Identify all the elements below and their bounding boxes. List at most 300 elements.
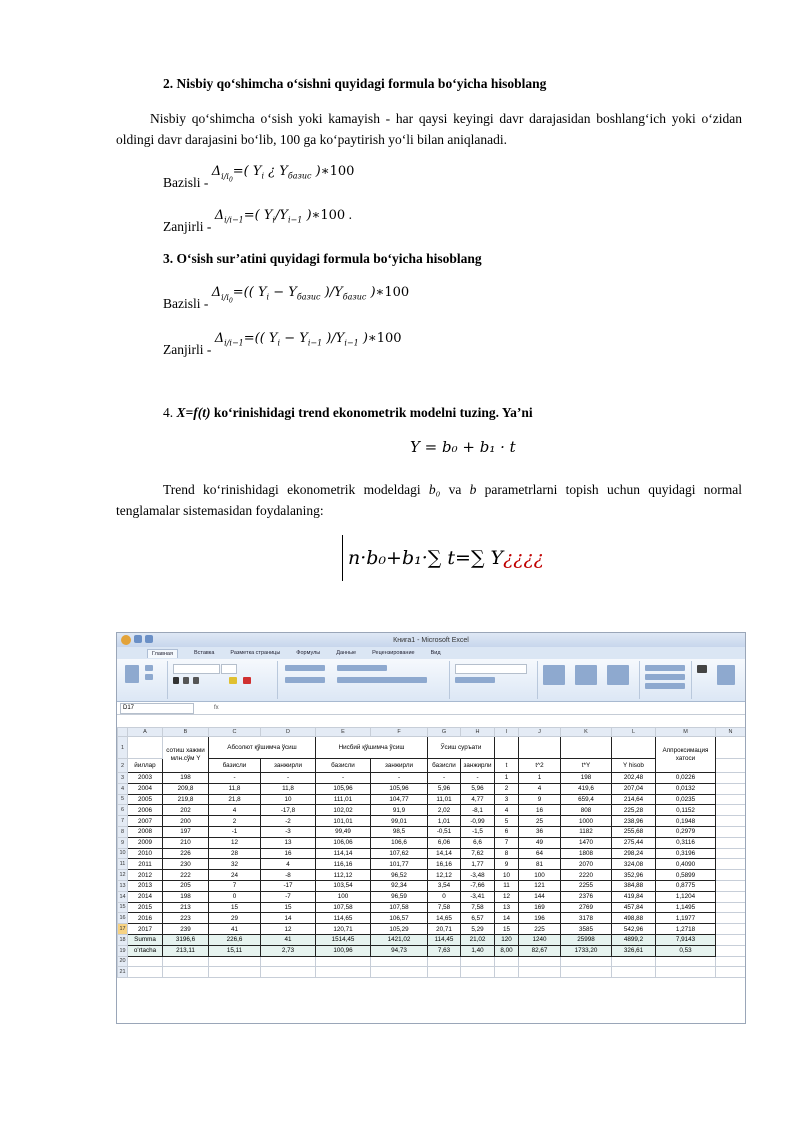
table-cell[interactable]: 144 [519, 891, 561, 902]
fill-color-icon[interactable] [229, 677, 237, 684]
table-cell[interactable]: 107,62 [371, 848, 428, 859]
tab-formulas[interactable]: Формулы [296, 650, 321, 656]
table-cell[interactable]: 96,59 [371, 891, 428, 902]
column-header[interactable]: C [209, 728, 261, 737]
table-cell[interactable]: 0,3196 [656, 848, 716, 859]
row-number[interactable]: 9 [118, 837, 128, 848]
table-cell[interactable]: o'rtacha [128, 945, 163, 956]
table-cell[interactable]: 101,01 [316, 816, 371, 827]
table-cell[interactable]: 2016 [128, 913, 163, 924]
column-subheader[interactable]: Y hisob [612, 759, 656, 773]
table-cell[interactable]: 94,73 [371, 945, 428, 956]
cell[interactable] [716, 826, 746, 837]
table-cell[interactable]: - [209, 773, 261, 784]
table-cell[interactable]: 2220 [561, 870, 612, 881]
table-cell[interactable]: 275,44 [612, 837, 656, 848]
row-number[interactable]: 11 [118, 859, 128, 870]
table-cell[interactable]: 0 [209, 891, 261, 902]
format-table-icon[interactable] [575, 665, 597, 685]
table-cell[interactable]: 21,02 [461, 934, 495, 945]
table-cell[interactable]: 7,62 [461, 848, 495, 859]
table-cell[interactable]: 2014 [128, 891, 163, 902]
table-cell[interactable]: -17,8 [261, 805, 316, 816]
row-number[interactable]: 2 [118, 759, 128, 773]
table-cell[interactable]: 111,01 [316, 794, 371, 805]
table-cell[interactable]: 225 [519, 924, 561, 935]
table-cell[interactable]: 0,53 [656, 945, 716, 956]
table-cell[interactable]: 230 [163, 859, 209, 870]
table-cell[interactable]: 202,48 [612, 773, 656, 784]
table-cell[interactable]: 0 [428, 891, 461, 902]
table-cell[interactable]: - [428, 773, 461, 784]
column-header[interactable]: A [128, 728, 163, 737]
table-cell[interactable]: 1733,20 [561, 945, 612, 956]
table-cell[interactable]: 20,71 [428, 924, 461, 935]
row-number[interactable]: 6 [118, 805, 128, 816]
table-cell[interactable]: 114,65 [316, 913, 371, 924]
align-top-icon[interactable] [285, 665, 325, 671]
table-cell[interactable]: 10 [261, 794, 316, 805]
table-cell[interactable]: 99,01 [371, 816, 428, 827]
table-cell[interactable]: 457,84 [612, 902, 656, 913]
table-cell[interactable]: -1 [209, 826, 261, 837]
cell[interactable] [519, 737, 561, 759]
table-cell[interactable]: 384,88 [612, 880, 656, 891]
table-cell[interactable]: 12 [261, 924, 316, 935]
table-cell[interactable]: 0,8775 [656, 880, 716, 891]
table-cell[interactable]: 12 [495, 891, 519, 902]
table-cell[interactable]: 2 [495, 783, 519, 794]
column-header[interactable]: J [519, 728, 561, 737]
table-cell[interactable]: 2012 [128, 870, 163, 881]
table-cell[interactable]: 207,04 [612, 783, 656, 794]
table-cell[interactable]: 6,57 [461, 913, 495, 924]
cell[interactable] [461, 956, 495, 967]
table-cell[interactable]: 105,96 [371, 783, 428, 794]
table-cell[interactable]: 25 [519, 816, 561, 827]
table-cell[interactable]: 1,2718 [656, 924, 716, 935]
column-header[interactable]: G [428, 728, 461, 737]
table-cell[interactable]: 8 [495, 848, 519, 859]
table-cell[interactable]: 99,49 [316, 826, 371, 837]
percent-icon[interactable] [455, 677, 495, 683]
table-cell[interactable]: 105,29 [371, 924, 428, 935]
table-cell[interactable]: 106,57 [371, 913, 428, 924]
cell[interactable] [163, 967, 209, 978]
table-cell[interactable]: 100,96 [316, 945, 371, 956]
table-cell[interactable]: - [261, 773, 316, 784]
table-cell[interactable]: 169 [519, 902, 561, 913]
cell[interactable] [716, 773, 746, 784]
table-cell[interactable]: -8 [261, 870, 316, 881]
table-cell[interactable]: 13 [261, 837, 316, 848]
row-number[interactable]: 18 [118, 934, 128, 945]
table-cell[interactable]: 4 [495, 805, 519, 816]
cell[interactable] [716, 870, 746, 881]
table-cell[interactable]: 4 [519, 783, 561, 794]
cell[interactable] [716, 902, 746, 913]
table-cell[interactable]: 2006 [128, 805, 163, 816]
row-number[interactable]: 5 [118, 794, 128, 805]
table-cell[interactable]: 1470 [561, 837, 612, 848]
table-cell[interactable]: 419,6 [561, 783, 612, 794]
table-cell[interactable]: 49 [519, 837, 561, 848]
header-absolute-growth[interactable]: Абсолют қўшимча ўсиш [209, 737, 316, 759]
column-subheader[interactable]: йиллар [128, 759, 163, 773]
row-number[interactable]: 1 [118, 737, 128, 759]
table-cell[interactable]: - [316, 773, 371, 784]
table-cell[interactable]: 4 [209, 805, 261, 816]
table-cell[interactable]: 107,58 [371, 902, 428, 913]
table-cell[interactable]: 5,96 [428, 783, 461, 794]
table-cell[interactable]: 114,14 [316, 848, 371, 859]
table-cell[interactable]: 12,12 [428, 870, 461, 881]
cell[interactable] [163, 956, 209, 967]
table-cell[interactable]: 419,84 [612, 891, 656, 902]
table-cell[interactable]: 2,73 [261, 945, 316, 956]
conditional-format-icon[interactable] [543, 665, 565, 685]
row-number[interactable]: 20 [118, 956, 128, 967]
table-cell[interactable]: 225,28 [612, 805, 656, 816]
table-cell[interactable]: 12 [209, 837, 261, 848]
table-cell[interactable]: 223 [163, 913, 209, 924]
cell[interactable] [716, 805, 746, 816]
cell[interactable] [461, 967, 495, 978]
table-cell[interactable]: 36 [519, 826, 561, 837]
cell[interactable] [128, 967, 163, 978]
table-cell[interactable]: -0,99 [461, 816, 495, 827]
table-cell[interactable]: -1,5 [461, 826, 495, 837]
table-cell[interactable]: -2 [261, 816, 316, 827]
table-cell[interactable]: 107,58 [316, 902, 371, 913]
fx-icon[interactable]: fx [214, 705, 219, 711]
table-cell[interactable]: 498,88 [612, 913, 656, 924]
table-cell[interactable]: 112,12 [316, 870, 371, 881]
table-cell[interactable]: 2013 [128, 880, 163, 891]
table-cell[interactable]: 808 [561, 805, 612, 816]
table-cell[interactable]: 1000 [561, 816, 612, 827]
italic-icon[interactable] [183, 677, 189, 684]
header-sales-volume[interactable]: сотиш хажми млн.сўм Y [163, 737, 209, 773]
column-header[interactable]: I [495, 728, 519, 737]
table-cell[interactable]: 200 [163, 816, 209, 827]
table-cell[interactable]: 11,8 [261, 783, 316, 794]
table-cell[interactable]: 16,16 [428, 859, 461, 870]
table-cell[interactable]: 41 [261, 934, 316, 945]
table-cell[interactable]: 29 [209, 913, 261, 924]
cell[interactable] [371, 967, 428, 978]
number-format-select[interactable] [455, 664, 527, 674]
table-cell[interactable]: Summa [128, 934, 163, 945]
table-cell[interactable]: 1 [495, 773, 519, 784]
cell[interactable] [128, 956, 163, 967]
table-cell[interactable]: 3178 [561, 913, 612, 924]
table-cell[interactable]: -3,41 [461, 891, 495, 902]
paste-icon[interactable] [125, 665, 139, 683]
table-cell[interactable]: 1,1977 [656, 913, 716, 924]
cell[interactable] [612, 967, 656, 978]
table-cell[interactable]: 7,63 [428, 945, 461, 956]
table-cell[interactable]: 81 [519, 859, 561, 870]
row-number[interactable]: 15 [118, 902, 128, 913]
table-cell[interactable]: 198 [163, 891, 209, 902]
table-cell[interactable]: -7,66 [461, 880, 495, 891]
table-cell[interactable]: 7 [209, 880, 261, 891]
column-subheader[interactable]: t^2 [519, 759, 561, 773]
table-cell[interactable]: 6,06 [428, 837, 461, 848]
table-cell[interactable]: 255,68 [612, 826, 656, 837]
table-cell[interactable]: 9 [519, 794, 561, 805]
cell[interactable] [428, 967, 461, 978]
table-cell[interactable]: 2,02 [428, 805, 461, 816]
table-cell[interactable]: 352,96 [612, 870, 656, 881]
cell[interactable] [495, 967, 519, 978]
table-cell[interactable]: 326,61 [612, 945, 656, 956]
table-cell[interactable]: 96,52 [371, 870, 428, 881]
table-cell[interactable]: 659,4 [561, 794, 612, 805]
cell[interactable] [428, 956, 461, 967]
table-cell[interactable]: 15 [495, 924, 519, 935]
table-cell[interactable]: 1240 [519, 934, 561, 945]
cell[interactable] [519, 967, 561, 978]
table-cell[interactable]: 205 [163, 880, 209, 891]
table-cell[interactable]: 209,8 [163, 783, 209, 794]
table-cell[interactable]: 2017 [128, 924, 163, 935]
table-cell[interactable]: -8,1 [461, 805, 495, 816]
table-cell[interactable]: 210 [163, 837, 209, 848]
column-header[interactable]: B [163, 728, 209, 737]
cell[interactable] [209, 967, 261, 978]
table-cell[interactable]: 238,96 [612, 816, 656, 827]
column-subheader[interactable]: базисли [428, 759, 461, 773]
table-cell[interactable]: 11,8 [209, 783, 261, 794]
table-cell[interactable]: 0,5899 [656, 870, 716, 881]
table-cell[interactable]: 222 [163, 870, 209, 881]
cell[interactable] [656, 967, 716, 978]
table-cell[interactable]: 11,01 [428, 794, 461, 805]
cell[interactable] [716, 880, 746, 891]
tab-page-layout[interactable]: Разметка страницы [230, 650, 281, 656]
table-cell[interactable]: - [461, 773, 495, 784]
column-subheader[interactable]: базисли [209, 759, 261, 773]
table-cell[interactable]: 6,6 [461, 837, 495, 848]
cell[interactable] [716, 924, 746, 935]
table-cell[interactable]: 198 [163, 773, 209, 784]
table-cell[interactable]: 1,40 [461, 945, 495, 956]
table-cell[interactable]: 7,58 [461, 902, 495, 913]
table-cell[interactable]: 11 [495, 880, 519, 891]
insert-icon[interactable] [645, 665, 685, 671]
table-cell[interactable]: 0,2979 [656, 826, 716, 837]
table-cell[interactable]: 1182 [561, 826, 612, 837]
cell[interactable] [128, 737, 163, 759]
table-cell[interactable]: 2011 [128, 859, 163, 870]
table-cell[interactable]: 196 [519, 913, 561, 924]
table-cell[interactable]: 106,06 [316, 837, 371, 848]
cell[interactable] [716, 794, 746, 805]
merge-center-icon[interactable] [337, 677, 427, 683]
table-cell[interactable]: 1514,45 [316, 934, 371, 945]
header-growth-rate[interactable]: Ўсиш суръати [428, 737, 495, 759]
table-cell[interactable]: 116,16 [316, 859, 371, 870]
cut-icon[interactable] [145, 665, 153, 671]
cell[interactable] [561, 967, 612, 978]
table-cell[interactable]: 16 [261, 848, 316, 859]
table-cell[interactable]: 3 [495, 794, 519, 805]
header-relative-growth[interactable]: Нисбий қўшимча ўсиш [316, 737, 428, 759]
table-cell[interactable]: 15,11 [209, 945, 261, 956]
cell[interactable] [495, 956, 519, 967]
table-cell[interactable]: 25998 [561, 934, 612, 945]
sum-icon[interactable] [697, 665, 707, 673]
row-number[interactable]: 8 [118, 826, 128, 837]
row-number[interactable]: 13 [118, 880, 128, 891]
table-cell[interactable]: 24 [209, 870, 261, 881]
table-cell[interactable]: 239 [163, 924, 209, 935]
table-cell[interactable]: 8,00 [495, 945, 519, 956]
column-header[interactable]: L [612, 728, 656, 737]
cell[interactable] [561, 956, 612, 967]
tab-home[interactable]: Главная [147, 649, 178, 658]
table-cell[interactable]: 2008 [128, 826, 163, 837]
table-cell[interactable]: 103,54 [316, 880, 371, 891]
row-number[interactable]: 17 [118, 924, 128, 935]
cell[interactable] [261, 956, 316, 967]
sort-filter-icon[interactable] [717, 665, 735, 685]
table-cell[interactable]: 2070 [561, 859, 612, 870]
column-header[interactable]: D [261, 728, 316, 737]
font-name-select[interactable] [173, 664, 220, 674]
row-number[interactable]: 19 [118, 945, 128, 956]
table-cell[interactable]: 2007 [128, 816, 163, 827]
cell[interactable] [716, 837, 746, 848]
column-subheader[interactable]: занжирли [261, 759, 316, 773]
table-cell[interactable]: 213 [163, 902, 209, 913]
cell[interactable] [612, 956, 656, 967]
table-cell[interactable]: 2376 [561, 891, 612, 902]
cell[interactable] [716, 816, 746, 827]
table-cell[interactable]: 542,96 [612, 924, 656, 935]
column-subheader[interactable]: t [495, 759, 519, 773]
table-cell[interactable]: 7,58 [428, 902, 461, 913]
table-cell[interactable]: 10 [495, 870, 519, 881]
table-cell[interactable]: - [371, 773, 428, 784]
column-subheader[interactable]: занжирли [461, 759, 495, 773]
table-cell[interactable]: 121 [519, 880, 561, 891]
row-number[interactable]: 3 [118, 773, 128, 784]
table-cell[interactable]: 226 [163, 848, 209, 859]
table-cell[interactable]: 120 [495, 934, 519, 945]
table-cell[interactable]: 1,1495 [656, 902, 716, 913]
table-cell[interactable]: 2009 [128, 837, 163, 848]
table-cell[interactable]: 4,77 [461, 794, 495, 805]
table-cell[interactable]: -0,51 [428, 826, 461, 837]
cell[interactable] [716, 891, 746, 902]
column-header[interactable]: E [316, 728, 371, 737]
column-header[interactable]: M [656, 728, 716, 737]
table-cell[interactable]: 91,9 [371, 805, 428, 816]
cell[interactable] [716, 945, 746, 956]
row-number[interactable]: 12 [118, 870, 128, 881]
table-cell[interactable]: 120,71 [316, 924, 371, 935]
column-header[interactable]: K [561, 728, 612, 737]
table-cell[interactable]: 0,0226 [656, 773, 716, 784]
cell[interactable] [716, 783, 746, 794]
format-icon[interactable] [645, 683, 685, 689]
table-cell[interactable]: -3,48 [461, 870, 495, 881]
cell[interactable] [612, 737, 656, 759]
cell[interactable] [716, 737, 746, 759]
column-subheader[interactable]: базисли [316, 759, 371, 773]
row-number[interactable]: 4 [118, 783, 128, 794]
column-header[interactable]: N [716, 728, 746, 737]
row-number[interactable]: 14 [118, 891, 128, 902]
cell[interactable] [209, 956, 261, 967]
table-cell[interactable]: 15 [209, 902, 261, 913]
table-cell[interactable]: 114,45 [428, 934, 461, 945]
name-box[interactable]: D17 [120, 703, 194, 714]
header-approximation-error[interactable]: Аппроксимация хатоси [656, 737, 716, 773]
table-cell[interactable]: 0,0132 [656, 783, 716, 794]
cell[interactable] [495, 737, 519, 759]
table-cell[interactable]: 197 [163, 826, 209, 837]
wrap-text-icon[interactable] [337, 665, 387, 671]
table-cell[interactable]: 100 [519, 870, 561, 881]
table-cell[interactable]: 14,65 [428, 913, 461, 924]
table-cell[interactable]: 4 [261, 859, 316, 870]
table-cell[interactable]: 7,9143 [656, 934, 716, 945]
table-cell[interactable]: 92,34 [371, 880, 428, 891]
table-cell[interactable]: 0,1948 [656, 816, 716, 827]
table-cell[interactable]: 100 [316, 891, 371, 902]
table-cell[interactable]: 14 [261, 913, 316, 924]
table-cell[interactable]: 324,08 [612, 859, 656, 870]
table-cell[interactable]: 1,1204 [656, 891, 716, 902]
table-cell[interactable]: 82,67 [519, 945, 561, 956]
table-cell[interactable]: 9 [495, 859, 519, 870]
cell[interactable] [716, 913, 746, 924]
table-cell[interactable]: 32 [209, 859, 261, 870]
row-number[interactable]: 21 [118, 967, 128, 978]
table-cell[interactable]: 1808 [561, 848, 612, 859]
table-cell[interactable]: 2 [209, 816, 261, 827]
table-cell[interactable]: 28 [209, 848, 261, 859]
table-cell[interactable]: 5,96 [461, 783, 495, 794]
column-header[interactable]: H [461, 728, 495, 737]
table-cell[interactable]: 2003 [128, 773, 163, 784]
tab-insert[interactable]: Вставка [193, 650, 215, 656]
table-cell[interactable]: 5 [495, 816, 519, 827]
table-cell[interactable]: 102,02 [316, 805, 371, 816]
table-cell[interactable]: -3 [261, 826, 316, 837]
tab-review[interactable]: Рецензирование [372, 650, 415, 656]
delete-icon[interactable] [645, 674, 685, 680]
cell[interactable] [656, 956, 716, 967]
table-cell[interactable]: 198 [561, 773, 612, 784]
copy-icon[interactable] [145, 674, 153, 680]
cell[interactable] [519, 956, 561, 967]
table-cell[interactable]: 219,8 [163, 794, 209, 805]
table-cell[interactable]: 1,77 [461, 859, 495, 870]
font-color-icon[interactable] [243, 677, 251, 684]
row-number[interactable]: 10 [118, 848, 128, 859]
cell-styles-icon[interactable] [607, 665, 629, 685]
table-cell[interactable]: 16 [519, 805, 561, 816]
select-all-corner[interactable] [118, 728, 128, 737]
table-cell[interactable]: 0,0235 [656, 794, 716, 805]
table-cell[interactable]: 1421,02 [371, 934, 428, 945]
cell[interactable] [371, 956, 428, 967]
